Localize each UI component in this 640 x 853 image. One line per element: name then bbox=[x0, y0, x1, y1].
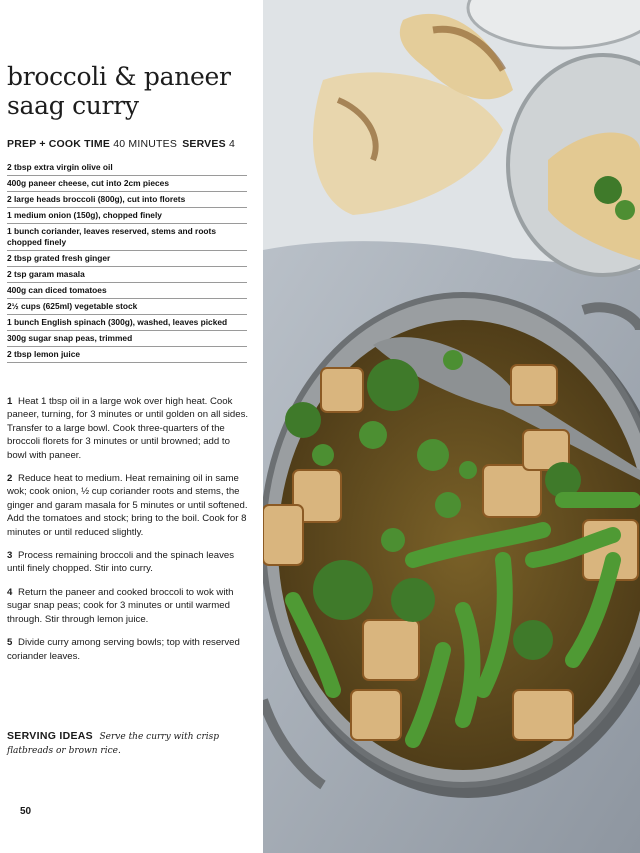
ingredient-list bbox=[7, 160, 247, 363]
step-number: 1 bbox=[7, 396, 13, 407]
recipe-title bbox=[7, 62, 257, 120]
ingredient-item: 2½ cups (625ml) vegetable stock bbox=[7, 299, 247, 315]
title-line-2: saag curry bbox=[7, 91, 139, 120]
ingredient-item: 2 tbsp extra virgin olive oil bbox=[7, 160, 247, 176]
step-text: Process remaining broccoli and the spinach leaves until finely chopped. Stir into curry. bbox=[7, 550, 234, 575]
ingredient-item: 400g can diced tomatoes bbox=[7, 283, 247, 299]
method-step bbox=[7, 586, 249, 626]
step-text: Divide curry among serving bowls; top with reserved coriander leaves. bbox=[7, 637, 240, 662]
method-step bbox=[7, 549, 249, 576]
serving-ideas-text: Serve the curry with crisp flatbreads or brown rice. bbox=[7, 732, 220, 757]
ingredient-item: 1 medium onion (150g), chopped finely bbox=[7, 208, 247, 224]
serves-label: SERVES bbox=[182, 138, 226, 150]
step-number: 2 bbox=[7, 473, 13, 485]
ingredient-item: 400g paneer cheese, cut into 2cm pieces bbox=[7, 176, 247, 192]
ingredient-item: 1 bunch coriander, leaves reserved, stems and roots chopped finely bbox=[7, 224, 247, 251]
serving-ideas-heading: SERVING IDEAS bbox=[7, 730, 93, 742]
serving-ideas bbox=[7, 730, 252, 759]
ingredient-item: 2 tbsp lemon juice bbox=[7, 347, 247, 363]
recipe-text-column bbox=[0, 0, 263, 853]
step-number: 5 bbox=[7, 637, 13, 649]
ingredient-item: 1 bunch English spinach (300g), washed, leaves picked bbox=[7, 315, 247, 331]
food-photo bbox=[263, 0, 640, 853]
method-step bbox=[7, 395, 249, 462]
method-steps bbox=[7, 395, 249, 673]
curry-illustration bbox=[263, 0, 640, 853]
ingredient-item: 2 tbsp grated fresh ginger bbox=[7, 251, 247, 267]
prep-serves-line bbox=[7, 138, 235, 150]
ingredient-item: 300g sugar snap peas, trimmed bbox=[7, 331, 247, 347]
method-step bbox=[7, 636, 249, 663]
step-number: 3 bbox=[7, 550, 13, 562]
step-text: Return the paneer and cooked broccoli to wok with sugar snap peas; cook for 3 minutes or until warmed through. Stir through lemon juice. bbox=[7, 586, 234, 625]
method-step bbox=[7, 472, 249, 539]
serves-value: 4 bbox=[228, 138, 235, 150]
page-number: 50 bbox=[20, 806, 32, 817]
prep-value: 40 MINUTES bbox=[113, 138, 178, 150]
ingredient-item: 2 tsp garam masala bbox=[7, 267, 247, 283]
step-number: 4 bbox=[7, 586, 13, 598]
prep-label: PREP + COOK TIME bbox=[7, 138, 111, 150]
step-text: Reduce heat to medium. Heat remaining oil in same wok; cook onion, ½ cup coriander roots and stems, the ginger and garam masala for 5 minutes or until softened. Add the tomatoes and stock; bring to the boil. Cook for 8 minutes or until reduced slightly. bbox=[7, 473, 248, 538]
step-text: Heat 1 tbsp oil in a large wok over high heat. Cook paneer, turning, for 3 minutes or until golden on all sides. Transfer to a large bowl. Cook three-quarters of the broccoli florets for 3 minutes or until browned; add to bowl with paneer. bbox=[7, 396, 249, 461]
ingredient-item: 2 large heads broccoli (800g), cut into florets bbox=[7, 192, 247, 208]
title-line-1: broccoli & paneer bbox=[7, 62, 231, 91]
